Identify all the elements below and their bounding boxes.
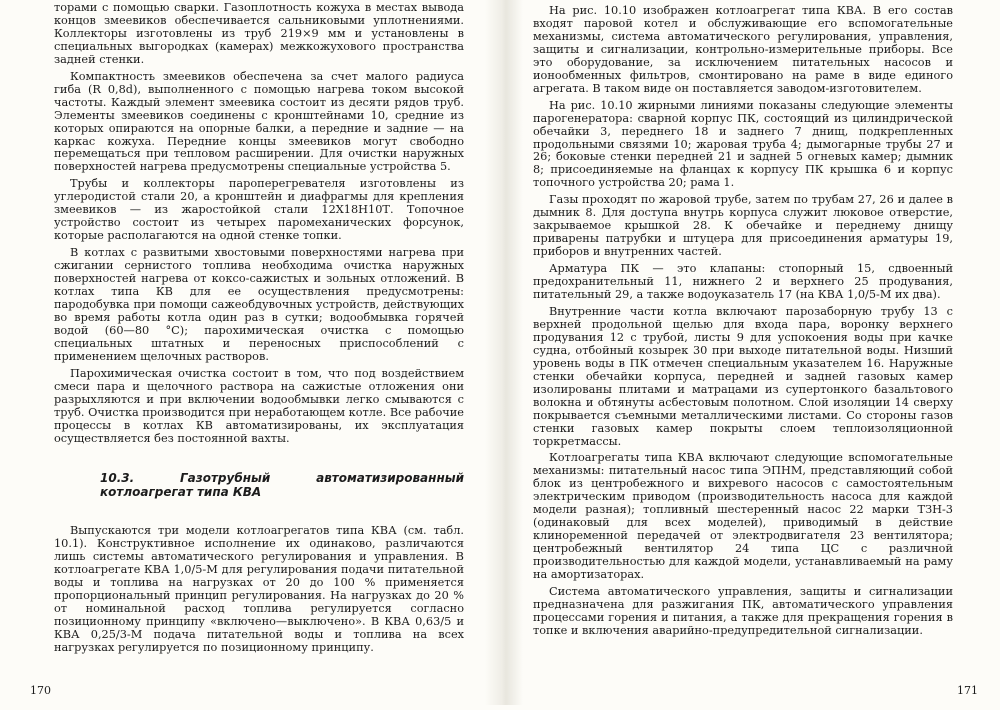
paragraph: Газы проходят по жаровой трубе, затем по трубам 27, 26 и далее в дымник 8. Для доступа внутрь корпуса служит люковое отверстие, закрываемое крышкой 28. К обечайке и переднему днищу приварены патрубки и штуцера для присоединения арматуры 19, приборов и внутренних частей. [533,193,953,259]
paragraph: Система автоматического управления, защиты и сигнализации предназначена для разжигания ПК, автоматического управления процессами горения и питания, а также для прекращения горения в топке и включения аварийно-предупредительной сигнализации. [533,584,953,637]
book-gutter [485,0,523,705]
paragraph: Парохимическая очистка состоит в том, что под воздействием смеси пара и щелочного раствора на сажистые отложения они разрыхляются и при включении водообмывки легко смываются с труб. Очистка производится при неработающем котле. Все рабочие процессы в котлах КВ автоматизированы, их эксплуатация осуществляется без постоянной вахты. [54,366,464,445]
paragraph: Трубы и коллекторы пароперегревателя изготовлены из углеродистой стали 20, а кронштейн и диафрагмы для крепления змеевиков — из жаростойкой стали 12Х18Н10Т. Топочное устройство состоит из четырех паромеханических форсунок, которые располагаются на одной стенке топки. [54,177,464,243]
section-heading: 10.3. Газотрубный автоматизированный котлоагрегат типа КВА [100,471,464,500]
paragraph: Компактность змеевиков обеспечена за счет малого радиуса гиба (R 0,8d), выполненного с помощью нагрева током высокой частоты. Каждый элемент змеевика состоит из десяти рядов труб. Элементы змеевиков соединены с кронштейнами 10, средние из которых опираются на опорные балки, а передние и задние — на каркас кожуха. Передние концы змеевиков могут свободно перемещаться при тепловом расширении. Для очистки наружных поверхностей нагрева предусмотрены специальные устройства 5. [54,69,464,174]
paragraph: торами с помощью сварки. Газоплотность кожуха в местах вывода концов змеевиков обеспечивается сальниковыми уплотнениями. Коллекторы изготовлены из труб 219×9 мм и установлены в специальных выгородках (камерах) межкожухового пространства задней стенки. [54,1,464,66]
right-page [533,0,953,710]
paragraph: На рис. 10.10 изображен котлоагрегат типа КВА. В его состав входят паровой котел и обслуживающие его вспомогательные механизмы, система автоматического регулирования, управления, защиты и сигнализации, контрольно-измерительные приборы. Все это оборудование, за исключением питательных насосов и ионообменных фильтров, смонтировано на раме в виде единого агрегата. В таком виде он поставляется заводом-изготовителем. [533,4,953,95]
paragraph: Котлоагрегаты типа КВА включают следующие вспомогательные механизмы: питательный насос типа ЭПНМ, представляющий собой блок из центробежного и вихревого насосов с самостоятельным электрическим приводом (производительность насоса для каждой модели разная); топливный шестеренный насос 22 марки ТЗН-3 (одинаковый для всех моделей), приводимый в действие клиноременной передачей от электродвигателя 23 вентилятора; центробежный вентилятор 24 типа ЦС с различной производительностью для каждой модели, устанавливаемый на раму на амортизаторах. [533,451,953,582]
page-number-left: 170 [30,684,51,697]
paragraph: На рис. 10.10 жирными линиями показаны следующие элементы парогенератора: сварной корпус ПК, состоящий из цилиндрической обечайки 3, переднего 18 и заднего 7 днищ, подкрепленных продольными связями 10; жаровая труба 4; дымогарные трубы 27 и 26; боковые стенки передней 21 и задней 5 огневых камер; дымник 8; присоединяемые на фланцах к корпусу ПК крышка 6 и корпус топочного устройства 20; рама 1. [533,98,953,190]
paragraph: Арматура ПК — это клапаны: стопорный 15, сдвоенный предохранительный 11, нижнего 2 и верхнего 25 продувания, питательный 29, а также водоуказатель 17 (на КВА 1,0/5-М их два). [533,262,953,302]
page-number-right: 171 [957,684,978,697]
left-page [54,0,464,707]
paragraph: В котлах с развитыми хвостовыми поверхностями нагрева при сжигании сернистого топлива необходима очистка наружных поверхностей нагрева от коксо-сажистых и зольных отложений. В котлах типа КВ для ее осуществления предусмотрены: пародобувка при помощи сажеобдувочных устройств, действующих во время работы котла один раз в сутки; водообмывка горячей водой (60—80 °С); парохимическая очистка с помощью специальных штатных и переносных приспособлений с применением щелочных растворов. [54,246,464,363]
paragraph: Выпускаются три модели котлоагрегатов типа КВА (см. табл. 10.1). Конструктивное исполнение их одинаково, различаются лишь системы автоматического регулирования и управления. В котлоагрегате КВА 1,0/5-М для регулирования подачи питательной воды и топлива на нагрузках от 20 до 100 % применяется пропорциональный принцип регулирования. На нагрузках до 20 % от номинальной расход топлива регулируется согласно позиционному принципу «включено—выключено». В КВА 0,63/5 и КВА 0,25/3-М подача питательной воды и топлива на всех нагрузках регулируется по позиционному принципу. [54,524,464,655]
paragraph: Внутренние части котла включают парозаборную трубу 13 с верхней продольной щелью для входа пара, воронку верхнего продувания 12 с трубой, листы 9 для успокоения воды при качке судна, отбойный козырек 30 при выходе питательной воды. Низший уровень воды в ПК отмечен специальным указателем 16. Наружные стенки обечайки корпуса, передней и задней газовых камер изолированы плитами и матрацами из супертонкого базальтового волокна и обтянуты асбестовым полотном. Слой изоляции 14 сверху покрывается съемными металлическими листами. Со стороны газов стенки газовых камер покрыты слоем теплоизоляционной торкретмассы. [533,304,953,448]
